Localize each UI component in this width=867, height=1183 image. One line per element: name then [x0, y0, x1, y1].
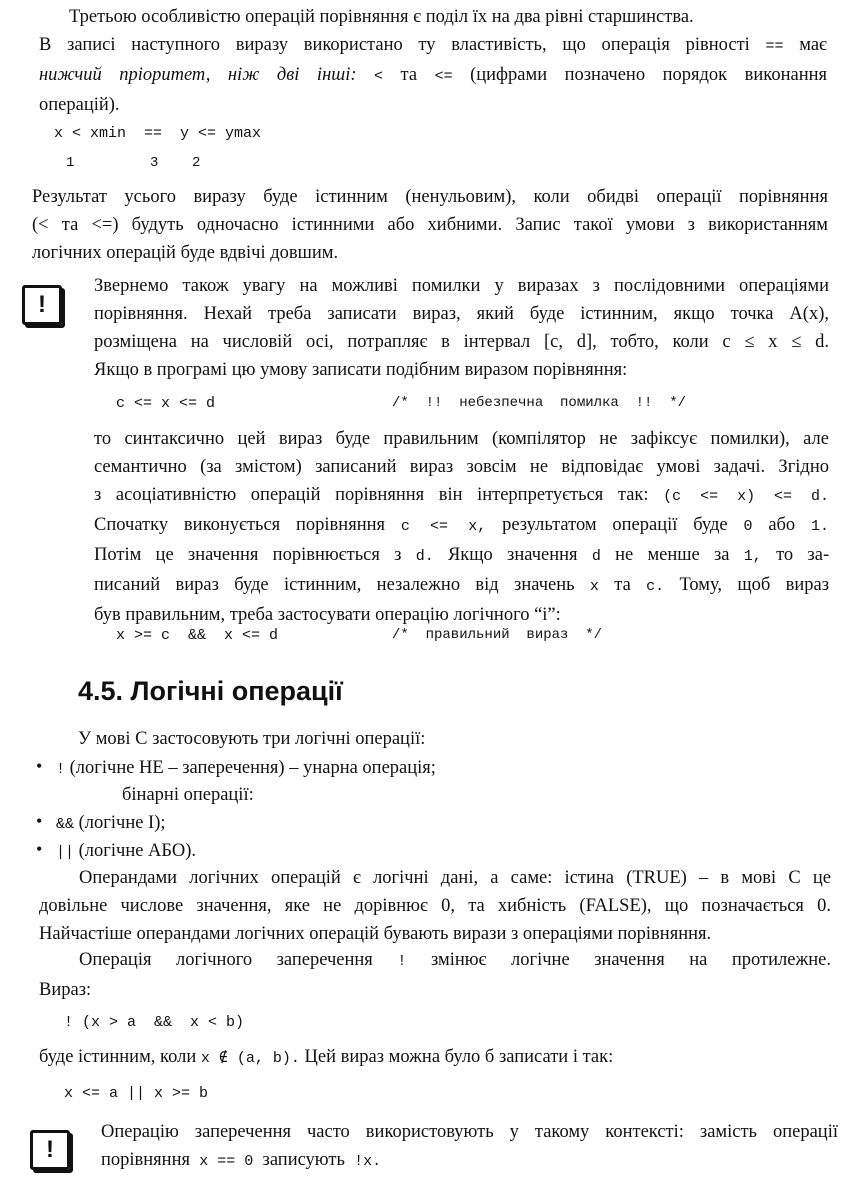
binary-ops-label: бінарні операції: — [122, 785, 254, 805]
text-line: Операндами логічних операцій є логічні дані, а саме: істина (TRUE) – в мові С це — [79, 868, 831, 888]
paragraph-associativity — [94, 425, 829, 629]
text-span: не менше за — [615, 545, 730, 565]
code-inline: && — [56, 816, 75, 833]
text-line — [94, 571, 829, 601]
text-span: (логічне АБО). — [78, 841, 197, 861]
code-inline: 0 — [743, 518, 753, 535]
text-line: (< та <=) будуть одночасно істинними або хибними. Запис такої умови з використанням — [32, 215, 828, 235]
text-span: буде істинним, коли — [39, 1047, 197, 1067]
evaluation-order-numbers: 1 3 2 — [66, 155, 201, 171]
text-line — [39, 946, 831, 976]
text-span: та — [614, 575, 631, 595]
bullet-dot: • — [36, 756, 43, 776]
code-inline: x ∉ (a, b). — [200, 1050, 300, 1067]
list-item-not — [56, 754, 436, 784]
code-expression: x >= c && x <= d — [116, 627, 279, 644]
text-span: порівняння — [101, 1150, 190, 1170]
text-span: Операція логічного заперечення — [79, 950, 373, 970]
text-span: результатом операції буде — [502, 515, 728, 535]
text-span: та — [400, 65, 418, 85]
text-span: (логічне І); — [78, 813, 166, 833]
text-span: з асоціативністю операцій порівняння він інтерпретується так: — [94, 485, 649, 505]
warning-icon: ! — [30, 1130, 70, 1170]
warning-icon: ! — [22, 285, 62, 325]
text-line: операцій). — [39, 95, 120, 115]
text-span: Якщо значення — [447, 545, 578, 565]
code-inline: ! — [56, 761, 66, 778]
text-span: Спочатку виконується порівняння — [94, 515, 386, 535]
text-span: Цей вираз можна було б записати і так: — [304, 1047, 614, 1067]
code-inline: x == 0 — [199, 1153, 254, 1170]
text-line — [39, 61, 827, 91]
text-line: порівняння. Нехай треба записати вираз, який буде істинним, якщо точка A(x), — [94, 304, 829, 324]
text-span: змінює логічне значення на протилежне. — [430, 950, 832, 970]
text-line: то синтаксично цей вираз буде правильним (компілятор не зафіксує помилки), але — [94, 429, 829, 449]
emphasis-text: пріоритет, ніж дві інші: — [119, 65, 357, 85]
paragraph-negation — [39, 946, 831, 1004]
text-span: має — [799, 35, 827, 55]
code-inline: 1, — [743, 548, 762, 565]
text-line: довільне числове значення, яке не дорівнює 0, та хибність (FALSE), що позначається 0. — [39, 896, 831, 916]
code-inline: (c <= x) <= d. — [663, 488, 829, 505]
text-line: був правильним, треба застосувати операцію логічного “і”: — [94, 605, 561, 625]
code-inline: <= — [434, 68, 453, 85]
warning-paragraph-errors — [94, 272, 829, 384]
code-inline: c. — [646, 578, 665, 595]
text-line: семантично (за змістом) записаний вираз зовсім не відповідає умові задачі. Згідно — [94, 457, 829, 477]
warning-paragraph-negation — [101, 1118, 838, 1176]
text-line — [39, 31, 827, 61]
code-expression: c <= x <= d — [116, 395, 216, 412]
text-line: Операцію заперечення часто використовують у такому контексті: замість операції — [101, 1122, 838, 1142]
text-line: Звернемо також увагу на можливі помилки у виразах з послідовними операціями — [94, 276, 829, 296]
text-line — [101, 1146, 838, 1176]
code-inline: || — [56, 844, 75, 861]
text-line: Найчастіше операндами логічних операцій бувають вирази з операціями порівняння. — [39, 924, 712, 944]
code-inline: d. — [415, 548, 434, 565]
text-line: Вираз: — [39, 980, 92, 1000]
paragraph-operands — [39, 864, 831, 948]
code-inline: !x. — [354, 1153, 382, 1170]
list-item-and — [56, 809, 166, 839]
paragraph-result — [32, 183, 828, 267]
text-span: Потім це значення порівнюється з — [94, 545, 402, 565]
text-span: (логічне НЕ – заперечення) – унарна операція; — [69, 758, 436, 778]
code-inline: x — [589, 578, 599, 595]
code-inline: 1. — [811, 518, 830, 535]
paragraph-equivalent — [39, 1043, 613, 1073]
text-line: логічних операцій буде вдвічі довшим. — [32, 243, 339, 263]
text-line: Якщо в програмі цю умову записати подібним виразом порівняння: — [94, 360, 628, 380]
text-span: В записі наступного виразу використано ту властивість, що операція рівності — [39, 35, 750, 55]
code-expression: x <= a || x >= b — [64, 1085, 209, 1102]
logical-ops-intro: У мові С застосовують три логічні операції: — [78, 729, 426, 749]
code-comment: /* правильний вираз */ — [392, 627, 603, 643]
list-item-or — [56, 837, 196, 867]
emphasis-text: нижчий — [39, 65, 102, 85]
text-line — [94, 511, 829, 541]
text-line — [94, 481, 829, 511]
paragraph-operator-precedence — [39, 3, 827, 119]
text-line: Третьою особливістю операцій порівняння є поділ їх на два рівні старшинства. — [69, 7, 694, 27]
text-span: (цифрами позначено порядок виконання — [470, 65, 827, 85]
text-line: розміщена на числовій осі, потрапляє в інтервал [c, d], тобто, коли c ≤ x ≤ d. — [94, 332, 829, 352]
text-line: Результат усього виразу буде істинним (ненульовим), коли обидві операції порівняння — [32, 187, 828, 207]
code-inline: == — [765, 38, 784, 55]
text-line — [94, 541, 829, 571]
text-span: то за- — [776, 545, 830, 565]
code-comment: /* !! небезпечна помилка !! */ — [392, 395, 687, 411]
code-inline: < — [374, 68, 384, 85]
code-inline: d — [591, 548, 601, 565]
code-inline: c <= x, — [400, 518, 487, 535]
text-span: Тому, щоб вираз — [679, 575, 830, 595]
bullet-dot: • — [36, 811, 43, 831]
text-span: писаний вираз буде істинним, незалежно від значень — [94, 575, 575, 595]
code-expression: ! (x > a && x < b) — [64, 1014, 245, 1031]
code-inline: ! — [397, 953, 407, 970]
text-span: записують — [262, 1150, 345, 1170]
code-expression: x < xmin == y <= ymax — [54, 125, 262, 142]
section-heading: 4.5. Логічні операції — [78, 676, 343, 706]
bullet-dot: • — [36, 839, 43, 859]
text-span: або — [768, 515, 796, 535]
